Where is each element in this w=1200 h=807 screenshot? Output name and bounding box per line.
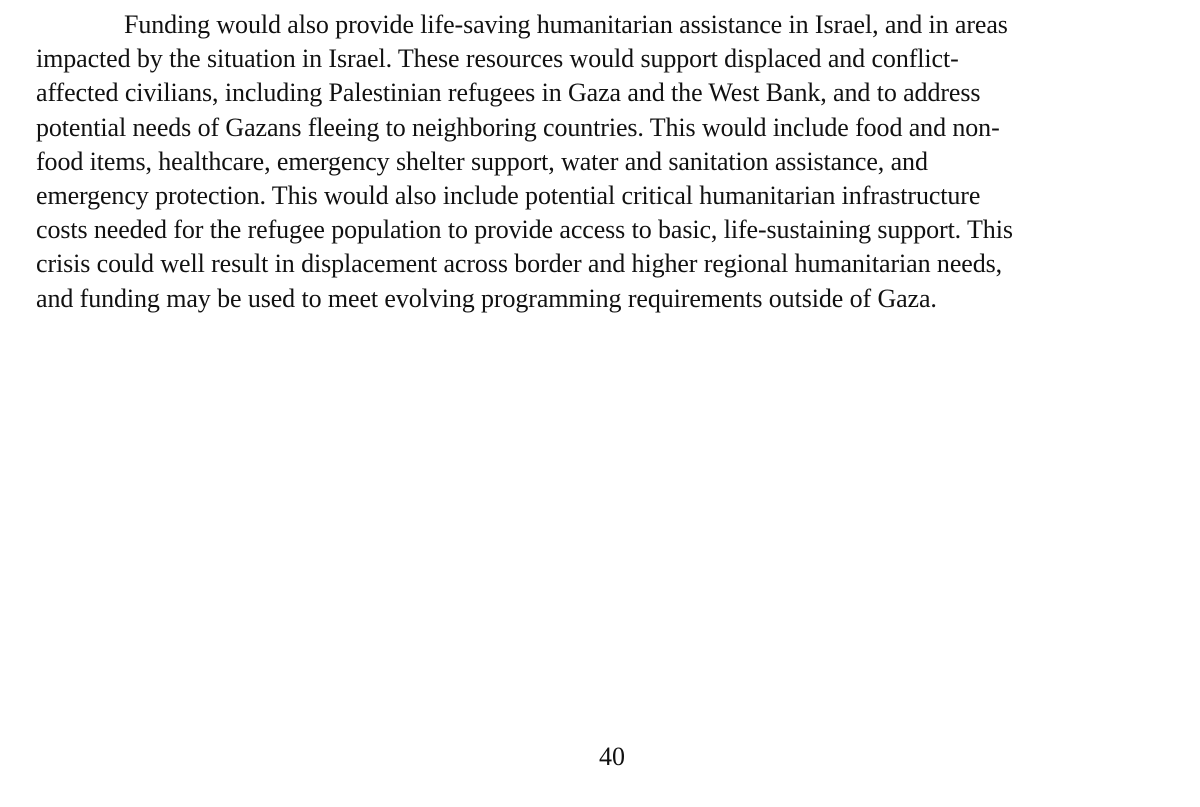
body-paragraph (36, 8, 1176, 316)
paragraph-line: food items, healthcare, emergency shelter support, water and sanitation assistance, and (36, 146, 928, 176)
paragraph-line: affected civilians, including Palestinian refugees in Gaza and the West Bank, and to address (36, 78, 981, 108)
paragraph-line: potential needs of Gazans fleeing to neighboring countries. This would include food and non- (36, 112, 1000, 142)
page-number: 40 (599, 742, 625, 771)
paragraph-line: and funding may be used to meet evolving programming requirements outside of Gaza. (36, 283, 937, 313)
paragraph-line: emergency protection. This would also include potential critical humanitarian infrastructure (36, 181, 981, 211)
paragraph-line: costs needed for the refugee population to provide access to basic, life-sustaining support. This (36, 215, 1013, 245)
paragraph-line: Funding would also provide life-saving humanitarian assistance in Israel, and in areas (124, 10, 1008, 39)
paragraph-line: impacted by the situation in Israel. These resources would support displaced and conflict- (36, 44, 959, 74)
paragraph-line: crisis could well result in displacement across border and higher regional humanitarian needs, (36, 249, 1003, 279)
